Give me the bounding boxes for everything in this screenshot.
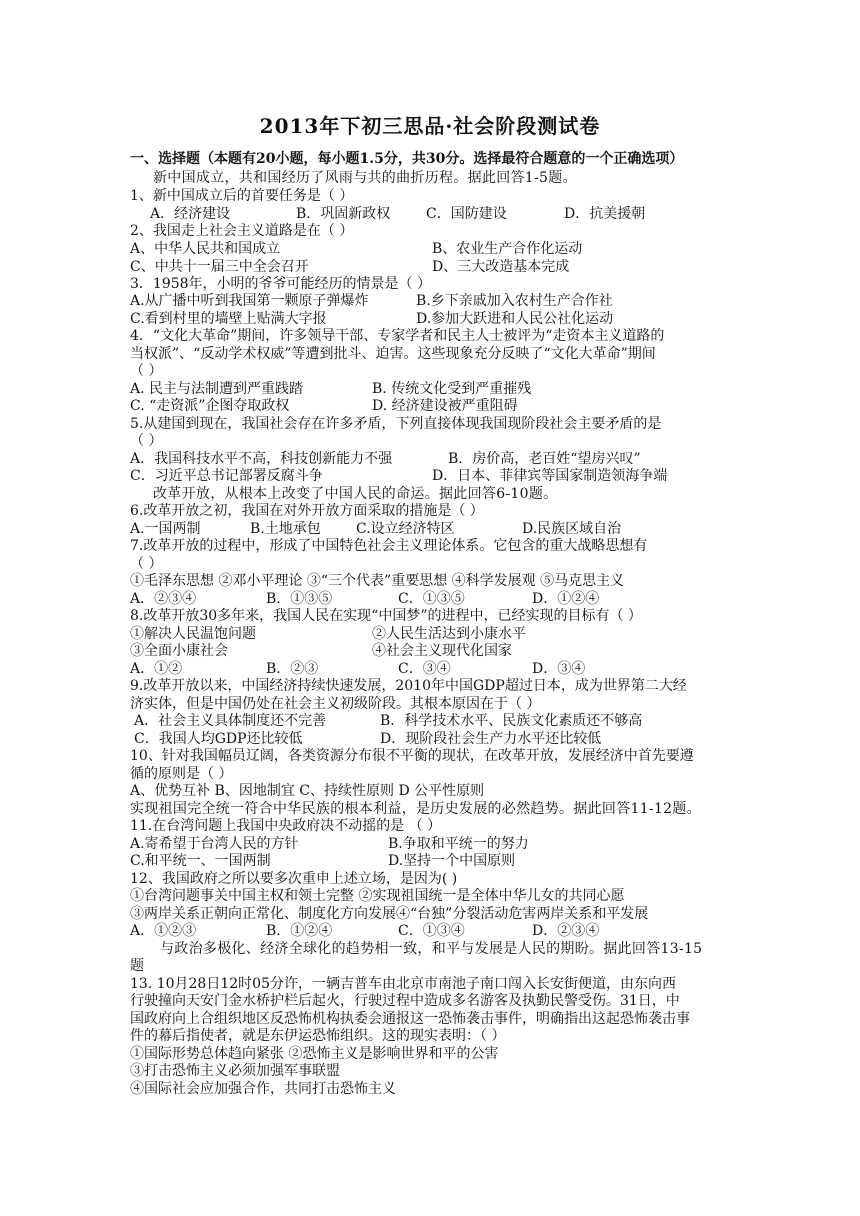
q12-statements-2: ③两岸关系正朝向正常化、制度化方向发展④“台独”分裂活动危害两岸关系和平发展 <box>130 906 649 922</box>
intro-3: 实现祖国完全统一符合中华民族的根本利益，是历史发展的必然趋势。据此回答11-12题。 <box>130 801 701 817</box>
question-8: 8.改革开放30多年来，我国人民在实现“中国梦”的进程中，已经实现的目标有（ ） <box>130 608 642 624</box>
question-13-line-3: 国政府向上合组织地区反恐怖机构执委会通报这一恐怖袭击事件，明确指出这起恐怖袭击事 <box>130 1011 690 1027</box>
q5-option-a: A．我国科技水平不高，科技创新能力不强 <box>130 451 393 467</box>
q9-option-b: B．科学技术水平、民族文化素质还不够高 <box>380 713 643 729</box>
q11-option-d: D.坚持一个中国原则 <box>388 853 516 869</box>
q7-option-b: B．①③⑤ <box>266 591 333 607</box>
q7-statements: ①毛泽东思想 ②邓小平理论 ③“三个代表”重要思想 ④科学发展观 ⑤马克思主义 <box>130 573 625 589</box>
question-5-line-1: 5.从建国到现在，我国社会存在许多矛盾，下列直接体现我国现阶段社会主要矛盾的是 <box>130 416 662 432</box>
q12-option-c: C．①③④ <box>398 923 465 939</box>
q3-option-c: C.看到村里的墙壁上贴满大字报 <box>130 311 327 327</box>
q4-option-d: D. 经济建设被严重阻碍 <box>372 398 518 414</box>
question-11: 11.在台湾问题上我国中央政府决不动摇的是 （ ） <box>130 818 442 834</box>
q13-statement-3: ④国际社会应加强合作，共同打击恐怖主义 <box>130 1081 396 1097</box>
intro-1: 新中国成立，共和国经历了风雨与共的曲折历程。据此回答1-5题。 <box>153 170 577 186</box>
q9-option-a: A．社会主义具体制度还不完善 <box>134 713 327 729</box>
q6-option-b: B.土地承包 <box>250 521 321 537</box>
q11-option-a: A.寄希望于台湾人民的方针 <box>130 836 299 852</box>
q4-option-a: A. 民主与法制遭到严重践踏 <box>130 381 304 397</box>
question-13-line-2: 行驶撞向天安门金水桥护栏后起火，行驶过程中造成多名游客及执勤民警受伤。31日，中 <box>130 993 680 1009</box>
question-6: 6.改革开放之初，我国在对外开放方面采取的措施是（ ） <box>130 503 484 519</box>
question-4-line-1: 4．“文化大革命”期间，许多领导干部、专家学者和民主人士被评为“走资本主义道路的 <box>130 328 665 344</box>
question-10-line-2: 循的原则是（ ） <box>130 766 233 782</box>
q13-statement-1: ①国际形势总体趋向紧张 ②恐怖主义是影响世界和平的公害 <box>130 1046 499 1062</box>
question-2: 2、我国走上社会主义道路是在（ ） <box>130 223 354 239</box>
q12-option-b: B．①②④ <box>266 923 333 939</box>
q8-statement-2: ②人民生活达到小康水平 <box>372 626 526 642</box>
q6-option-a: A.一国两制 <box>130 521 201 537</box>
question-9-line-2: 济实体，但是中国仍处在社会主义初级阶段。其根本原因在于（ ） <box>130 696 541 712</box>
question-10-line-1: 10、针对我国幅员辽阔，各类资源分布很不平衡的现状，在改革开放，发展经济中首先要遵 <box>130 748 694 764</box>
q1-option-a: A．经济建设 <box>150 206 231 222</box>
q8-option-c: C．③④ <box>398 661 451 677</box>
question-7-line-1: 7.改革开放的过程中，形成了中国特色社会主义理论体系。它包含的重大战略思想有 <box>130 538 648 554</box>
q2-option-a: A、中华人民共和国成立 <box>130 241 281 257</box>
q11-option-b: B.争取和平统一的努力 <box>388 836 529 852</box>
q8-option-d: D．③④ <box>532 661 586 677</box>
intro-2: 改革开放，从根本上改变了中国人民的命运。据此回答6-10题。 <box>153 486 558 502</box>
q9-option-c: C．我国人均GDP还比较低 <box>134 731 303 747</box>
q1-option-b: B．巩固新政权 <box>296 206 391 222</box>
q12-option-a: A．①②③ <box>130 923 197 939</box>
section-heading: 一、选择题（本题有20小题，每小题1.5分，共30分。选择最符合题意的一个正确选项） <box>130 151 684 167</box>
q5-option-b: B．房价高，老百姓“望房兴叹” <box>448 451 641 467</box>
q3-option-b: B.乡下亲戚加入农村生产合作社 <box>416 293 613 309</box>
q5-option-d: D．日本、菲律宾等国家制造领海争端 <box>432 468 668 484</box>
q7-option-a: A．②③④ <box>130 591 197 607</box>
question-13-line-1: 13. 10月28日12时05分许，一辆吉普车由北京市南池子南口闯入长安街便道，由东向西 <box>130 976 676 992</box>
q7-option-d: D．①②④ <box>532 591 600 607</box>
q1-option-c: C．国防建设 <box>426 206 507 222</box>
question-4-line-2: 当权派”、“反动学术权威”等遭到批斗、迫害。这些现象充分反映了“文化大革命”期间 <box>130 346 656 362</box>
q2-option-b: B、农业生产合作化运动 <box>432 241 583 257</box>
q12-option-d: D．②③④ <box>532 923 600 939</box>
q4-option-b: B. 传统文化受到严重摧残 <box>372 381 532 397</box>
intro-4-line-2: 题 <box>130 958 145 974</box>
question-5-line-2: （ ） <box>130 433 163 449</box>
intro-4-line-1: 与政治多极化、经济全球化的趋势相一致，和平与发展是人民的期盼。据此回答13-15 <box>160 941 703 957</box>
question-3: 3．1958年，小明的爷爷可能经历的情景是（ ） <box>130 276 431 292</box>
page-title: 2013年下初三思品·社会阶段测试卷 <box>259 114 601 138</box>
q2-option-d: D、三大改造基本完成 <box>432 259 570 275</box>
q1-option-d: D．抗美援朝 <box>564 206 646 222</box>
q11-option-c: C.和平统一、一国两制 <box>130 853 271 869</box>
q8-statement-3: ③全面小康社会 <box>130 643 228 659</box>
q3-option-d: D.参加大跃进和人民公社化运动 <box>416 311 614 327</box>
q8-statement-1: ①解决人民温饱问题 <box>130 626 256 642</box>
q6-option-d: D.民族区域自治 <box>522 521 622 537</box>
q6-option-c: C.设立经济特区 <box>356 521 455 537</box>
question-13-line-4: 件的幕后指使者，就是东伊运恐怖组织。这的现实表明：（ ） <box>130 1028 506 1044</box>
q10-options: A、优势互补 B、因地制宜 C、持续性原则 D 公平性原则 <box>130 783 485 799</box>
question-9-line-1: 9.改革开放以来，中国经济持续快速发展，2010年中国GDP超过日本，成为世界第二大经 <box>130 678 687 694</box>
question-12: 12、我国政府之所以要多次重申上述立场，是因为( ) <box>130 871 458 887</box>
q4-option-c: C. “走资派”企图夺取政权 <box>130 398 290 414</box>
q3-option-a: A.从广播中听到我国第一颗原子弹爆炸 <box>130 293 369 309</box>
q2-option-c: C、中共十一届三中全会召开 <box>130 259 309 275</box>
question-4-line-3: （ ） <box>130 363 163 379</box>
q8-option-a: A．①② <box>130 661 183 677</box>
q8-option-b: B．②③ <box>266 661 319 677</box>
q9-option-d: D．现阶段社会生产力水平还比较低 <box>380 731 602 747</box>
question-1: 1、新中国成立后的首要任务是（ ） <box>130 188 354 204</box>
q7-option-c: C．①③⑤ <box>398 591 465 607</box>
q13-statement-2: ③打击恐怖主义必须加强军事联盟 <box>130 1063 340 1079</box>
q8-statement-4: ④社会主义现代化国家 <box>372 643 512 659</box>
q12-statements-1: ①台湾问题事关中国主权和领土完整 ②实现祖国统一是全体中华儿女的共同心愿 <box>130 888 625 904</box>
question-7-line-2: （ ） <box>130 556 163 572</box>
q5-option-c: C．习近平总书记部署反腐斗争 <box>130 468 323 484</box>
